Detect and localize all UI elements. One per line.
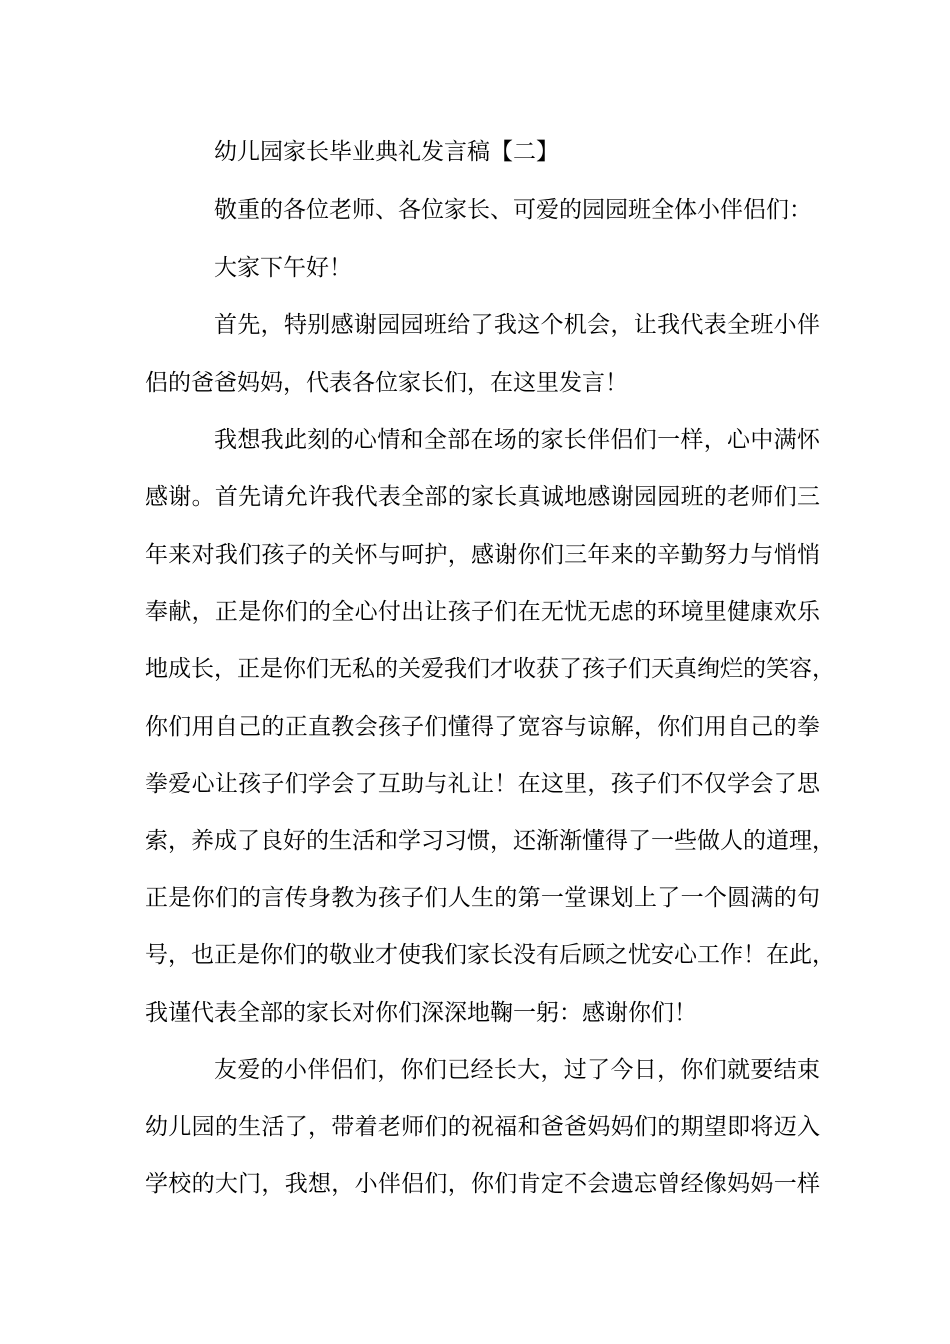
paragraph-2-line-9: 正是你们的言传身教为孩子们人生的第一堂课划上了一个圆满的句: [145, 885, 820, 911]
paragraph-2-line-11: 我谨代表全部的家长对你们深深地鞠一躬：感谢你们！: [145, 1000, 697, 1026]
paragraph-2-line-6: 你们用自己的正直教会孩子们懂得了宽容与谅解，你们用自己的拳: [145, 714, 820, 740]
paragraph-1-line-2: 侣的爸爸妈妈，代表各位家长们，在这里发言！: [145, 370, 628, 396]
paragraph-2-line-7: 拳爱心让孩子们学会了互助与礼让！在这里，孩子们不仅学会了思: [145, 771, 820, 797]
paragraph-3-line-2: 幼儿园的生活了，带着老师们的祝福和爸爸妈妈们的期望即将迈入: [145, 1114, 820, 1140]
paragraph-2-line-1: 我想我此刻的心情和全部在场的家长伴侣们一样，心中满怀: [214, 427, 820, 453]
paragraph-2-line-3: 年来对我们孩子的关怀与呵护，感谢你们三年来的辛勤努力与悄悄: [145, 542, 820, 568]
paragraph-1-line-1: 首先，特别感谢园园班给了我这个机会，让我代表全班小伴: [214, 312, 820, 338]
paragraph-2-line-4: 奉献，正是你们的全心付出让孩子们在无忧无虑的环境里健康欢乐: [145, 599, 820, 625]
salutation: 敬重的各位老师、各位家长、可爱的园园班全体小伴侣们：: [214, 197, 812, 223]
greeting: 大家下午好！: [214, 255, 352, 281]
paragraph-2-line-5: 地成长，正是你们无私的关爱我们才收获了孩子们天真绚烂的笑容，: [145, 656, 835, 682]
paragraph-2-line-10: 号，也正是你们的敬业才使我们家长没有后顾之忧安心工作！在此，: [145, 942, 835, 968]
paragraph-2-line-8: 索，养成了良好的生活和学习习惯，还渐渐懂得了一些做人的道理，: [145, 828, 835, 854]
paragraph-3-line-1: 友爱的小伴侣们，你们已经长大，过了今日，你们就要结束: [214, 1057, 820, 1083]
paragraph-3-line-3: 学校的大门，我想，小伴侣们，你们肯定不会遗忘曾经像妈妈一样: [145, 1171, 820, 1197]
document-title: 幼儿园家长毕业典礼发言稿【二】: [214, 139, 559, 165]
paragraph-2-line-2: 感谢。首先请允许我代表全部的家长真诚地感谢园园班的老师们三: [145, 484, 820, 510]
